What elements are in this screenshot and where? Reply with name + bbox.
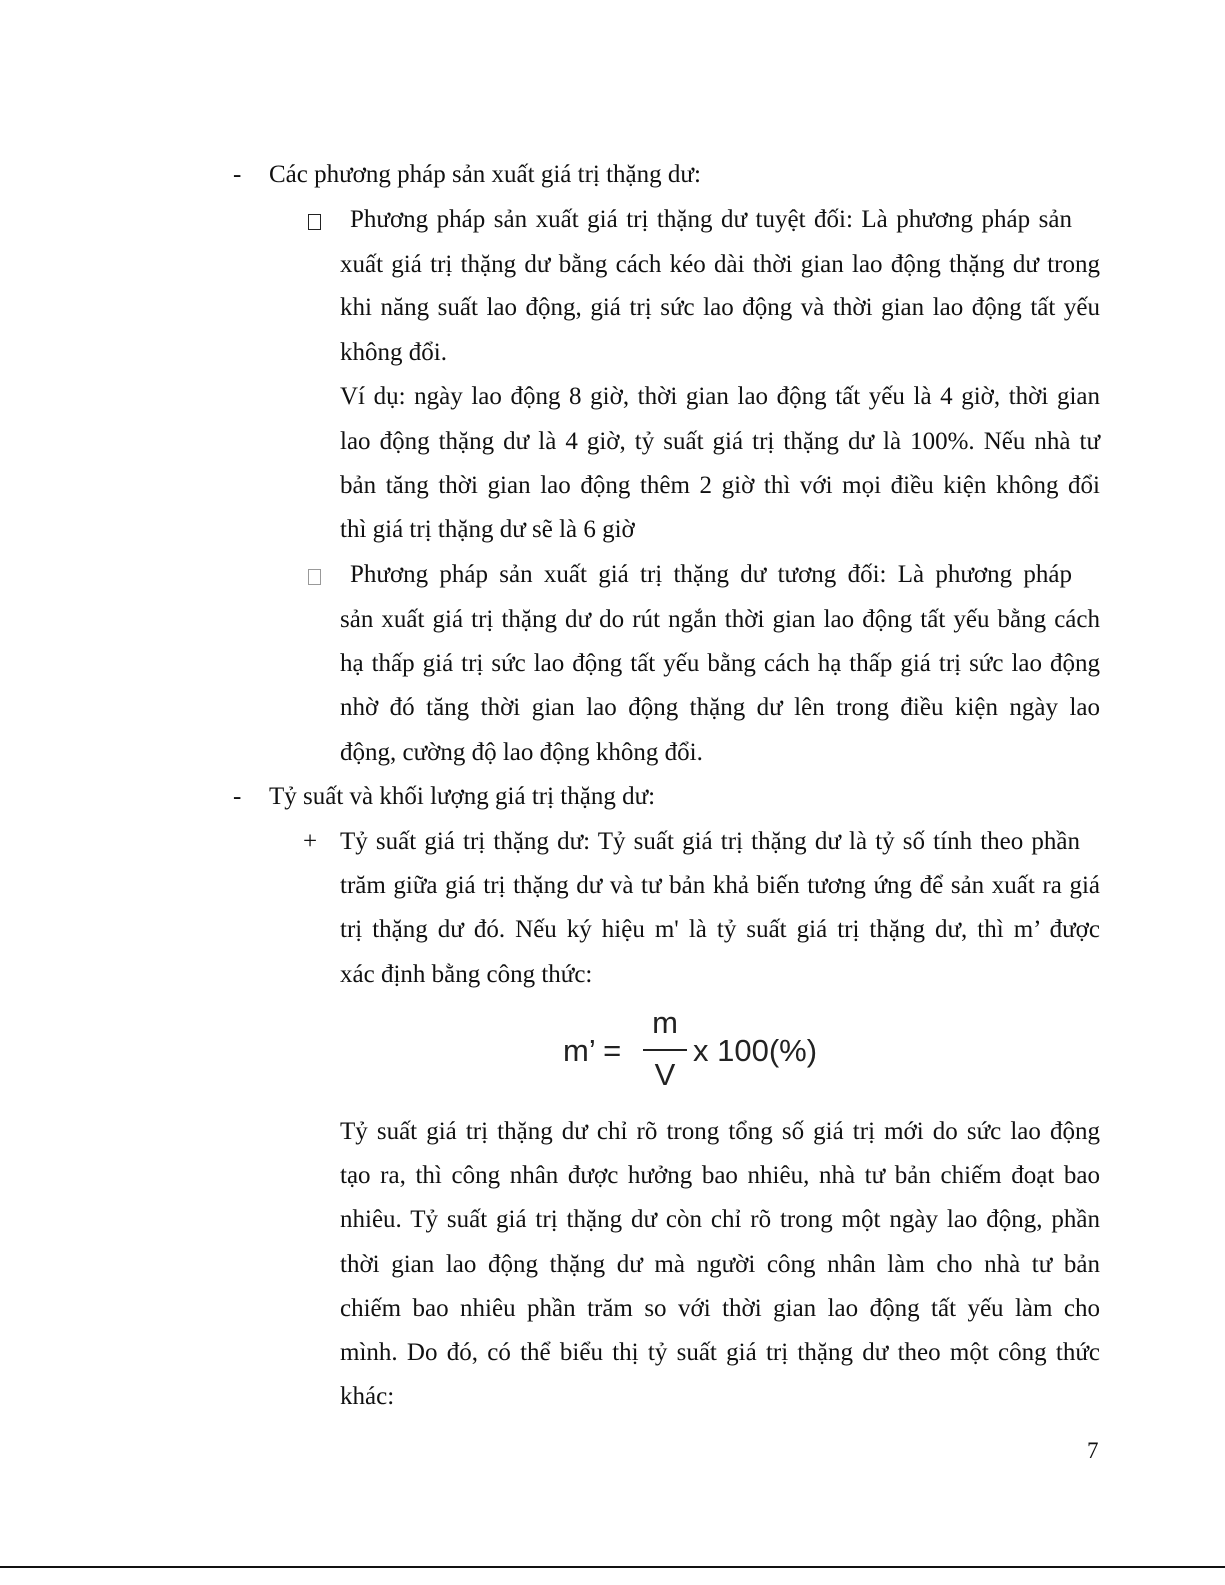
paragraph-line: tạo ra, thì công nhân được hưởng bao nhiêu, nhà tư bản chiếm đoạt bao [340, 1162, 1100, 1189]
checkbox-bullet-icon [308, 214, 321, 230]
paragraph-line: nhiêu. Tỷ suất giá trị thặng dư còn chỉ rõ trong một ngày lao động, phần [340, 1206, 1100, 1233]
paragraph-line: không đổi. [340, 339, 447, 366]
page-number: 7 [1087, 1438, 1099, 1463]
paragraph-line: thời gian lao động thặng dư mà người công nhân làm cho nhà tư bản [340, 1251, 1100, 1278]
paragraph-line: Phương pháp sản xuất giá trị thặng dư tuyệt đối: Là phương pháp sản [350, 206, 1072, 233]
plus-bullet: + [303, 828, 318, 855]
paragraph-line: hạ thấp giá trị sức lao động tất yếu bằng cách hạ thấp giá trị sức lao động [340, 650, 1100, 677]
fraction-bar [643, 1049, 687, 1051]
paragraph-line: sản xuất giá trị thặng dư do rút ngắn thời gian lao động tất yếu bằng cách [340, 606, 1100, 633]
list-dash: - [233, 783, 242, 810]
example-line: lao động thặng dư là 4 giờ, tỷ suất giá trị thặng dư là 100%. Nếu nhà tư [340, 428, 1100, 455]
list-dash: - [233, 161, 242, 188]
checkbox-bullet-icon [308, 569, 321, 585]
paragraph-line: xuất giá trị thặng dư bằng cách kéo dài thời gian lao động thặng dư trong [340, 251, 1100, 278]
paragraph-line: Tỷ suất giá trị thặng dư: Tỷ suất giá trị thặng dư là tỷ số tính theo phần [340, 828, 1080, 855]
paragraph-line: xác định bằng công thức: [340, 961, 593, 988]
paragraph-line: chiếm bao nhiêu phần trăm so với thời gian lao động tất yếu làm cho [340, 1295, 1100, 1322]
paragraph-line: trăm giữa giá trị thặng dư và tư bản khả biến tương ứng để sản xuất ra giá [340, 872, 1100, 899]
section-heading: Các phương pháp sản xuất giá trị thặng dư: [269, 161, 701, 188]
section-heading: Tỷ suất và khối lượng giá trị thặng dư: [269, 783, 656, 810]
footer-rule [0, 1566, 1225, 1568]
surplus-value-rate-formula [563, 1005, 823, 1095]
example-line: bản tăng thời gian lao động thêm 2 giờ thì với mọi điều kiện không đổi [340, 472, 1100, 499]
example-line: thì giá trị thặng dư sẽ là 6 giờ [340, 516, 635, 543]
formula-numerator: m [652, 1005, 678, 1040]
example-line: Ví dụ: ngày lao động 8 giờ, thời gian lao động tất yếu là 4 giờ, thời gian [340, 383, 1100, 410]
paragraph-line: Tỷ suất giá trị thặng dư chỉ rõ trong tổng số giá trị mới do sức lao động [340, 1118, 1100, 1145]
paragraph-line: khác: [340, 1383, 395, 1410]
formula-lhs: m’ = [563, 1033, 622, 1068]
paragraph-line: nhờ đó tăng thời gian lao động thặng dư lên trong điều kiện ngày lao [340, 694, 1100, 721]
paragraph-line: khi năng suất lao động, giá trị sức lao động và thời gian lao động tất yếu [340, 294, 1100, 321]
paragraph-line: Phương pháp sản xuất giá trị thặng dư tương đối: Là phương pháp [350, 561, 1072, 588]
formula-rhs: x 100(%) [693, 1033, 818, 1068]
paragraph-line: mình. Do đó, có thể biểu thị tỷ suất giá trị thặng dư theo một công thức [340, 1339, 1100, 1366]
formula-denominator: V [654, 1057, 676, 1092]
paragraph-line: trị thặng dư đó. Nếu ký hiệu m' là tỷ suất giá trị thặng dư, thì m’ được [340, 916, 1100, 943]
paragraph-line: động, cường độ lao động không đổi. [340, 739, 703, 766]
